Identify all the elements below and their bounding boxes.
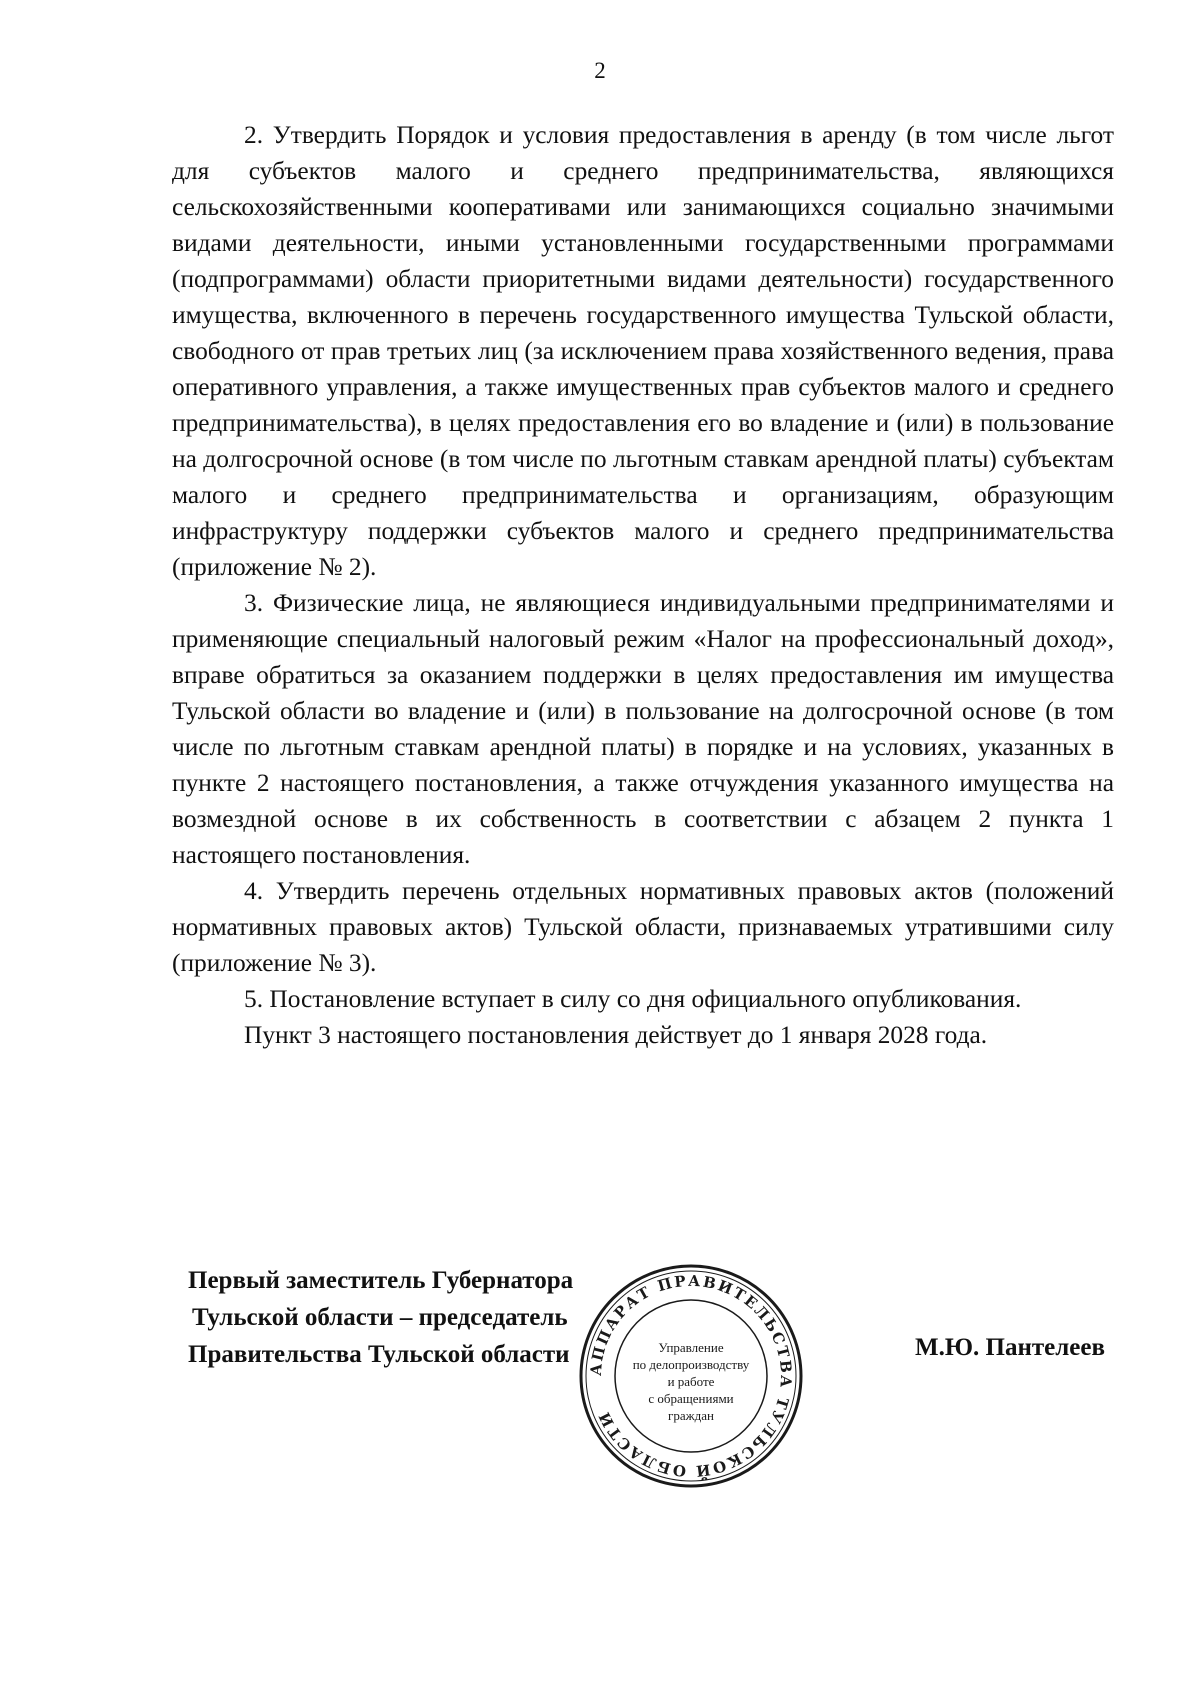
signatory-title-line: Первый заместитель Губернатора xyxy=(188,1267,574,1294)
signatory-title-line: Правительства Тульской области xyxy=(188,1341,570,1368)
document-body xyxy=(172,117,1114,1053)
stamp-inner-line: и работе xyxy=(667,1374,715,1389)
paragraph-item-5-note: Пункт 3 настоящего постановления действует до 1 января 2028 года. xyxy=(244,1021,988,1049)
stamp-ring-textpath: АППАРАТ ПРАВИТЕЛЬСТВА ТУЛЬСКОЙ ОБЛАСТИ xyxy=(586,1271,796,1481)
paragraph-item-3: 3. Физические лица, не являющиеся индивидуальными предпринимателями и применяющие специальный налоговый режим «Налог на профессиональный доход», вправе обратиться за оказанием поддержки в целях предоставления им имущества Тульской области во владение и (или) в пользование на долгосрочной основе (в том числе по льготным ставкам арендной платы) в порядке и на условиях, указанных в пункте 2 настоящего постановления, а также отчуждения указанного имущества на возмездной основе в их собственность в соответствии с абзацем 2 пункта 1 настоящего постановления. xyxy=(172,589,1114,869)
stamp-inner-line: с обращениями xyxy=(648,1391,734,1406)
page-number: 2 xyxy=(594,58,606,83)
signatory-name: М.Ю. Пантелеев xyxy=(915,1334,1105,1361)
signatory-title xyxy=(188,1262,573,1373)
official-stamp xyxy=(577,1262,805,1490)
paragraph-item-2: 2. Утвердить Порядок и условия предоставления в аренду (в том числе льгот для субъектов малого и среднего предпринимательства, являющихся сельскохозяйственными кооперативами или занимающихся социально значимыми видами деятельности, иными установленными государственными программами (подпрограммами) области приоритетными видами деятельности) государственного имущества, включенного в перечень государственного имущества Тульской области, свободного от прав третьих лиц (за исключением права хозяйственного ведения, права оперативного управления, а также имущественных прав субъектов малого и среднего предпринимательства), в целях предоставления его во владение и (или) в пользование на долгосрочной основе (в том числе по льготным ставкам арендной платы) субъектам малого и среднего предпринимательства и организациям, образующим инфраструктуру поддержки субъектов малого и среднего предпринимательства (приложение № 2). xyxy=(172,121,1114,581)
paragraph-item-5: 5. Постановление вступает в силу со дня официального опубликования. xyxy=(244,985,1022,1013)
paragraph-item-4: 4. Утвердить перечень отдельных нормативных правовых актов (положений нормативных правовых актов) Тульской области, признаваемых утратившими силу (приложение № 3). xyxy=(172,877,1114,977)
stamp-inner-line: Управление xyxy=(658,1340,724,1355)
signatory-title-line: Тульской области – председатель xyxy=(192,1304,568,1331)
stamp-inner-line: граждан xyxy=(668,1408,714,1423)
stamp-inner-line: по делопроизводству xyxy=(632,1357,750,1372)
